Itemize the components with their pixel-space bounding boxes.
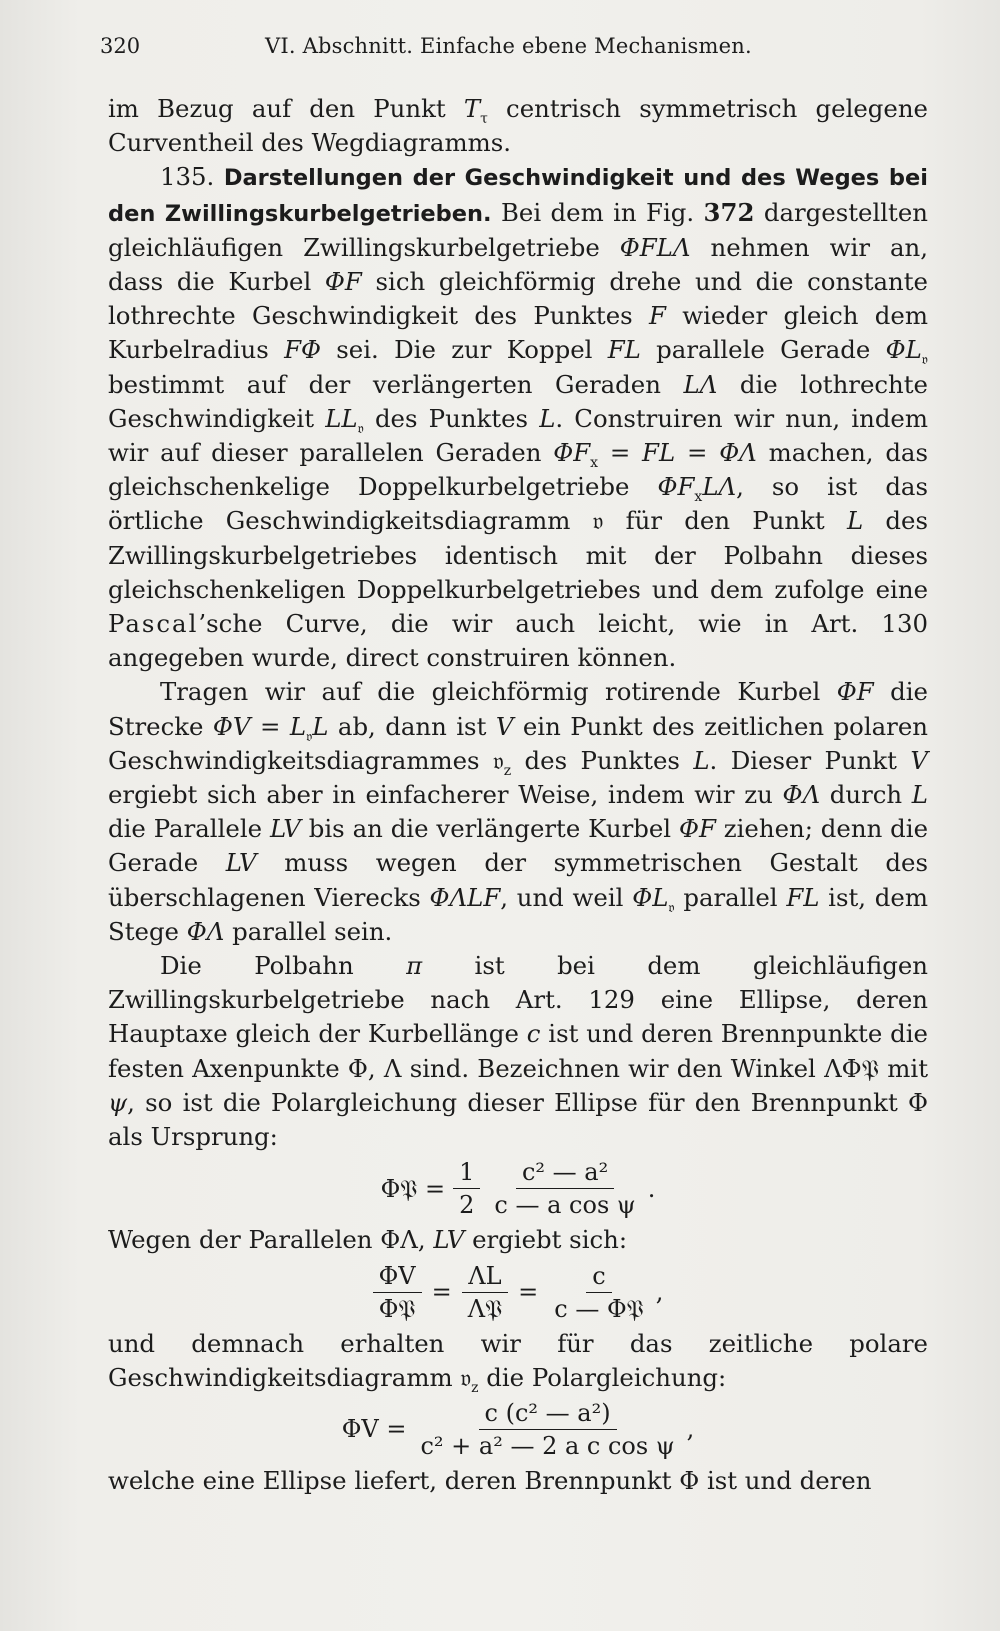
figure-reference: 372 — [703, 197, 755, 227]
paragraph-4: Die Polbahn π ist bei dem gleichläufigen Zwillingskurbelgetriebe nach Art. 129 eine Ellipse, deren Hauptaxe gleich der Kurbellänge c ist und deren Brennpunkte die festen Axenpunkte Φ, Λ sind. Bezeichnen wir den Winkel ΛΦ𝔓 mit ψ, so ist die Polargleichung dieser Ellipse für den Brennpunkt Φ als Ursprung: — [108, 951, 928, 1152]
formula-ellipse: Φ𝔓 = $\frac{1}{2}$ $\frac{\text{c² — a²}}{\text{c — a cos ψ}}$ . — [380, 1158, 656, 1220]
fraction-half: $\frac{1}{2}$ — [453, 1158, 480, 1219]
fraction-ellipse: $\frac{\text{c² — a²}}{\text{c — a cos ψ}}$ — [494, 1158, 636, 1220]
body-text — [108, 92, 928, 1498]
paragraph-1: im Bezug auf den Punkt $T_\tau$ centrisch symmetrisch gelegene Curventheil des Wegdiagramms. — [108, 94, 928, 158]
fraction-velocity: $\frac{\text{c (c² — a²)}}{\text{c² + a² — 2 a c cos ψ}}$ — [420, 1398, 675, 1460]
formula-ratios: $\frac{\Phi V}{\text{Φ𝔓}}$ = $\frac{\Lambda L}{\text{Λ𝔓}}$ = $\frac{c}{\text{c — Φ𝔓}}$ , — [108, 1262, 928, 1323]
fraction-lambda-l: $\frac{\Lambda L}{\text{Λ𝔓}}$ — [462, 1262, 508, 1323]
paragraph-7: welche eine Ellipse liefert, deren Brennpunkt Φ ist und deren — [108, 1465, 872, 1495]
fraction-c: $\frac{c}{\text{c — Φ𝔓}}$ — [554, 1261, 644, 1323]
page-number: 320 — [100, 34, 141, 58]
running-title: VI. Abschnitt. Einfache ebene Mechanismen. — [265, 34, 752, 58]
spaced-name: Pascal — [108, 609, 199, 639]
paragraph-6: und demnach erhalten wir für das zeitliche polare Geschwindigkeitsdiagramm 𝔳$_z$ die Polargleichung: — [108, 1328, 928, 1396]
formula-lhs: Φ𝔓 = — [380, 1174, 446, 1203]
fraction-phi-v: $\frac{\Phi V}{\text{Φ𝔓}}$ — [373, 1262, 422, 1323]
article-number: 135. — [160, 162, 224, 192]
formula-polar-velocity: ΦV = $\frac{\text{c (c² — a²)}}{\text{c² + a² — 2 a c cos ψ}}$ , — [341, 1398, 695, 1460]
paragraph-5: Wegen der Parallelen ΦΛ, LV ergiebt sich: — [108, 1225, 628, 1255]
paragraph-2: 135. Darstellungen der Geschwindigkeit und des Weges bei den Zwillingskurbelgetrieben. Bei dem in Fig. 372 dargestellten gleichläufigen Zwillingskurbelgetriebe ΦFLΛ nehmen wir an, dass die Kurbel ΦF sich gleichförmig drehe und die constante lothrechte Geschwindigkeit des Punktes F wieder gleich dem Kurbelradius FΦ sei. Die zur Koppel FL parallele Gerade $\Phi L_𝔳$ bestimmt auf der verlängerten Geraden LΛ die lothrechte Geschwindigkeit $LL_𝔳$ des Punktes L. Construiren wir nun, indem wir auf dieser parallelen Geraden $\Phi F_x$ = FL = ΦΛ machen, das gleichschenkelige Doppelkurbelgetriebe $\Phi F_xL\Lambda$, so ist das örtliche Geschwindigkeitsdiagramm 𝔳 für den Punkt L des Zwillingskurbelgetriebes identisch mit der Polbahn dieses gleichschenkeligen Doppelkurbelgetriebes und dem zufolge eine Pascal’sche Curve, die wir auch leicht, wie in Art. 130 angegeben wurde, direct construiren können. — [108, 162, 928, 673]
section-heading: Darstellungen der Geschwindigkeit und des Weges bei den Zwillingskurbelgetrieben. — [108, 165, 928, 227]
formula-lhs: ΦV = — [341, 1415, 407, 1444]
paragraph-3: Tragen wir auf die gleichförmig rotirende Kurbel ΦF die Strecke $\Phi V = L_𝔳L$ ab, dann ist V ein Punkt des zeitlichen polaren Geschwindigkeitsdiagrammes 𝔳$_z$ des Punktes L. Dieser Punkt V ergiebt sich aber in einfacherer Weise, indem wir zu ΦΛ durch L die Parallele LV bis an die verlängerte Kurbel ΦF ziehen; denn die Gerade LV muss wegen der symmetrischen Gestalt des überschlagenen Vierecks ΦΛLF, und weil $\Phi L_𝔳$ parallel FL ist, dem Stege ΦΛ parallel sein. — [108, 677, 929, 946]
